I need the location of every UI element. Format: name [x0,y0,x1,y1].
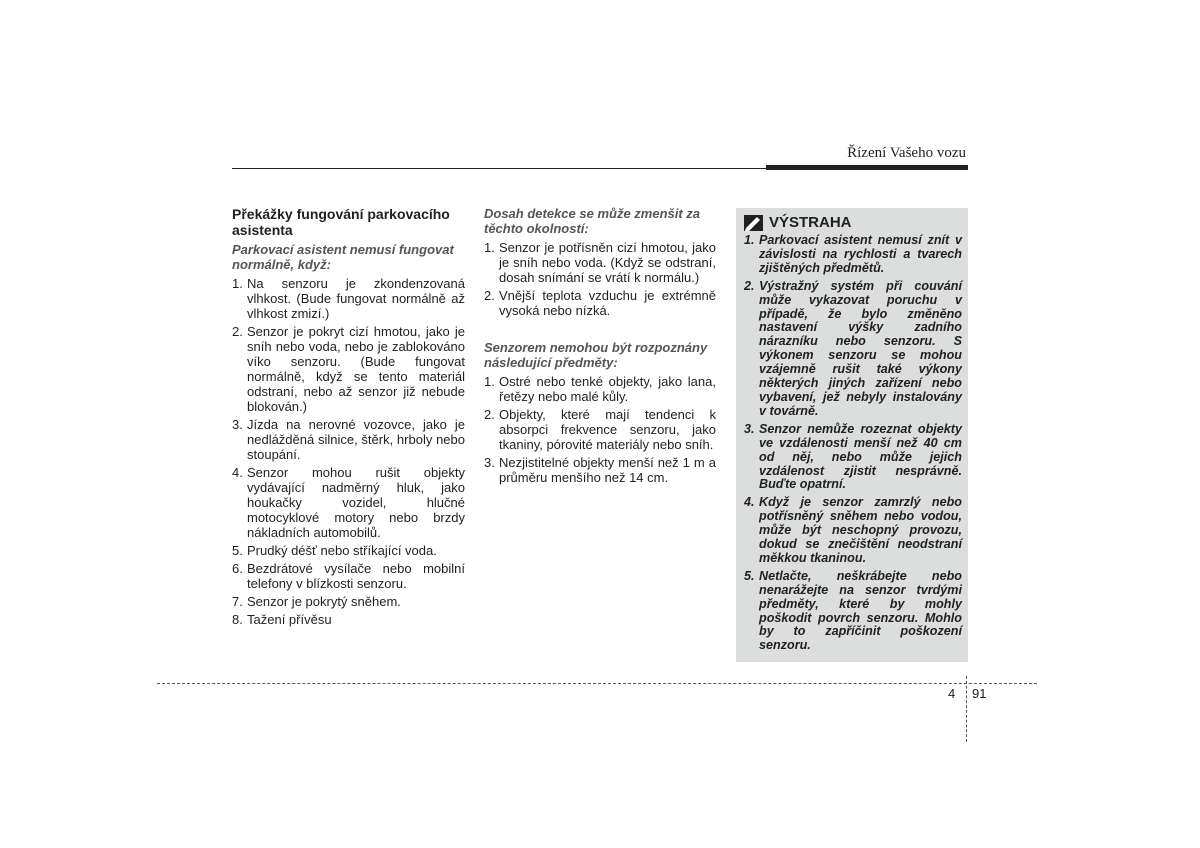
list-item [232,594,465,609]
range-condition-list [484,240,716,318]
header-rule [232,168,767,169]
list-item [232,543,465,558]
warning-item-number: 3. [744,421,755,436]
warning-item-text: Senzor nemůže rozeznat objekty ve vzdálenosti menší než 40 cm od něj, nebo může jejich vzdálenost zjistit nesprávně. Buďte opatrní. [759,421,962,492]
warning-pencil-icon [744,215,763,231]
warning-item-text: Když je senzor zamrzlý nebo potřísněný sněhem nebo vodou, může být neschopný provozu, dokud se znečištění neodstraní měkkou tkaninou. [759,495,962,565]
running-header-title: Řízení Vašeho vozu [847,145,966,161]
warning-item-number: 1. [744,233,755,247]
list-item-number: 1. [484,374,495,389]
section-subheading: Parkovací asistent nemusí fungovat normálně, když: [232,242,454,272]
list-item-text: Ostré nebo tenké objekty, jako lana, řetězy nebo malé kůly. [499,374,716,404]
section-heading: Překážky fungování parkovacího asistenta [232,206,450,238]
list-item-text: Objekty, které mají tendenci k absorpci frekvence senzoru, jako tkaniny, pórovité materiály nebo sníh. [499,407,716,452]
list-item-text: Tažení přívěsu [247,612,332,627]
unrecognized-objects-subheading: Senzorem nemohou být rozpoznány následující předměty: [484,340,708,370]
warning-item [744,423,962,493]
list-item [484,288,716,318]
list-item [232,561,465,591]
list-item-number: 2. [484,407,495,422]
list-item-text: Na senzoru je zkondenzovaná vlhkost. (Bude fungovat normálně až vlhkost zmizí.) [247,276,465,321]
list-item-number: 8. [232,612,243,627]
list-item-text: Senzor je potřísněn cizí hmotou, jako je sníh nebo voda. (Když se odstraní, dosah snímání se vrátí k normálu.) [499,240,716,285]
warning-item-text: Netlačte, neškrábejte nebo nenarážejte na senzor tvrdými předměty, které by mohly poškodit povrch senzoru. Mohlo by to zapříčinit poškození senzoru. [759,568,962,653]
list-item-text: Vnější teplota vzduchu je extrémně vysoká nebo nízká. [499,288,716,318]
list-item-text: Jízda na nerovné vozovce, jako je nedlážděná silnice, štěrk, hrboly nebo stoupání. [247,417,465,462]
warning-item [744,496,962,566]
warning-item [744,280,962,419]
warning-item-text: Výstražný systém při couvání může vykazovat poruchu v případě, že bylo změněno nastavení výšky zadního nárazníku nebo senzoru. S výkonem senzoru se mohou vzájemně rušit také výkony některých jiných zařízení nebo vybavení, jež nebyly instalovány v továrně. [759,278,962,418]
warning-item-number: 2. [744,278,755,293]
list-item-number: 2. [484,288,495,303]
warning-item-text: Parkovací asistent nemusí znít v závislosti na rychlosti a tvarech zjištěných předmětů. [759,233,962,275]
list-item [484,240,716,285]
list-item-number: 3. [484,455,495,470]
warning-header [744,214,852,232]
column-middle [484,206,716,488]
list-item [484,407,716,452]
list-item-number: 3. [232,417,243,432]
list-item [232,276,465,321]
warning-title: VÝSTRAHA [769,214,852,231]
list-item [232,417,465,462]
list-item-number: 4. [232,465,243,480]
warning-item [744,234,962,276]
list-item-number: 7. [232,594,243,609]
list-item [484,455,716,485]
list-item [232,612,465,627]
list-item [484,374,716,404]
condition-list [232,276,465,627]
warning-item-number: 4. [744,495,755,510]
unrecognized-objects-list [484,374,716,485]
column-left [232,206,465,630]
page-number: 91 [972,686,987,701]
warning-item-number: 5. [744,568,755,583]
detection-range-subheading: Dosah detekce se může zmenšit za těchto okolností: [484,206,701,236]
warning-list [744,234,962,657]
header-rule-bar [766,165,968,170]
list-item-number: 6. [232,561,243,576]
footer-divider [966,676,967,742]
warning-box [736,208,968,662]
list-item [232,324,465,414]
list-item-number: 5. [232,543,243,558]
list-item [232,465,465,540]
chapter-number: 4 [948,686,956,701]
list-item-text: Prudký déšť nebo stříkající voda. [247,543,437,558]
list-item-text: Senzor mohou rušit objekty vydávající nadměrný hluk, jako houkačky vozidel, hlučné motocyklové motory nebo brzdy nákladních automobilů. [247,465,465,540]
list-item-text: Senzor je pokrytý sněhem. [247,594,401,609]
footer-rule [157,683,1037,684]
list-item-text: Senzor je pokryt cizí hmotou, jako je sníh nebo voda, nebo je zablokováno víko senzoru. (Bude fungovat normálně, když se tento materiál odstraní, nebo až senzor již nebude blokován.) [247,324,465,414]
list-item-number: 1. [232,276,243,291]
list-item-text: Nezjistitelné objekty menší než 1 m a průměru menšího než 14 cm. [499,455,716,485]
warning-item [744,570,962,653]
list-item-number: 1. [484,240,495,255]
list-item-number: 2. [232,324,243,339]
list-item-text: Bezdrátové vysílače nebo mobilní telefony v blízkosti senzoru. [247,561,465,591]
